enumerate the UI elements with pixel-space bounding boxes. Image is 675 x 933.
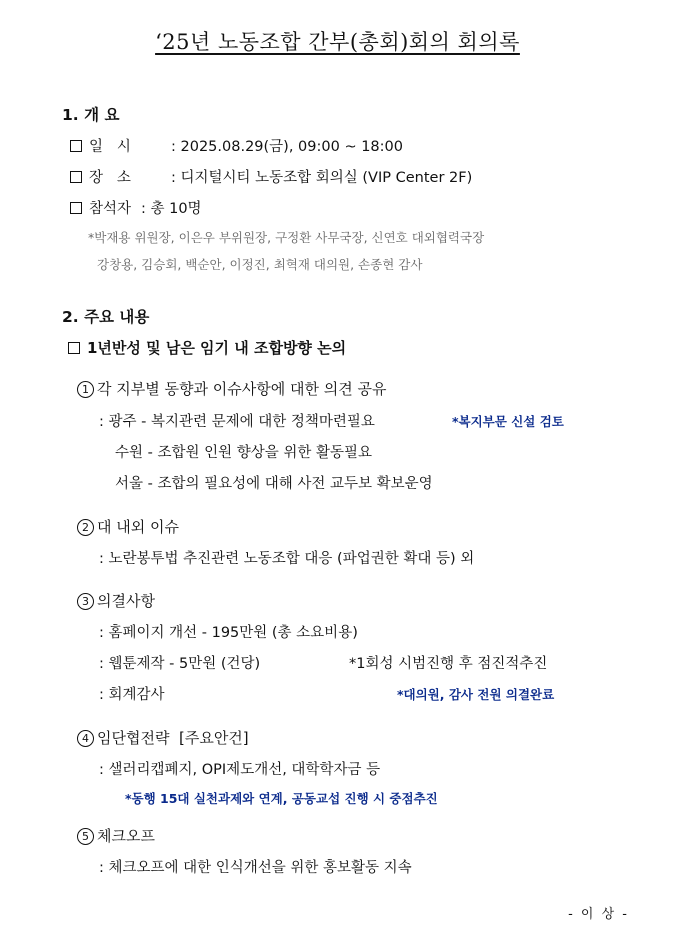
closing-mark: - 이 상 - xyxy=(568,907,629,922)
circled-number-icon: 3 xyxy=(77,593,94,610)
item-5-line-1: : 체크오프에 대한 인식개선을 위한 홍보활동 지속 xyxy=(99,860,412,876)
circled-number-icon: 2 xyxy=(77,519,94,536)
item-3-line-1: : 홈페이지 개선 - 195만원 (총 소요비용) xyxy=(99,625,358,641)
item-3-line-3: : 회계감사 xyxy=(99,687,165,703)
item-2-title: 대 내외 이슈 xyxy=(97,518,179,536)
attendees-list-line1: *박재용 위원장, 이은우 부위원장, 구정환 사무국장, 신연호 대외협력국장 xyxy=(88,230,485,245)
place-value: : 디지털시티 노동조합 회의실 (VIP Center 2F) xyxy=(171,170,473,186)
item-4-line-1: : 샐러리캡폐지, OPI제도개선, 대학학자금 등 xyxy=(99,762,381,778)
item-1-title: 각 지부별 동향과 이슈사항에 대한 의견 공유 xyxy=(97,380,387,398)
date-label: 일 시 xyxy=(89,139,131,155)
overview-date-row xyxy=(70,135,403,156)
item-3-side-note: *1회성 시범진행 후 점진적추진 xyxy=(349,656,548,672)
item-5-heading xyxy=(77,825,155,846)
item-4-heading xyxy=(77,727,249,748)
date-value: : 2025.08.29(금), 09:00 ~ 18:00 xyxy=(171,139,403,155)
overview-attendees-row xyxy=(70,197,202,218)
place-label: 장 소 xyxy=(89,170,131,186)
item-3-heading xyxy=(77,590,155,611)
item-5-title: 체크오프 xyxy=(97,827,155,845)
item-1-line-3: 서울 - 조합의 필요성에 대해 사전 교두보 확보운영 xyxy=(115,476,433,492)
item-3-line-2: : 웹툰제작 - 5만원 (건당) xyxy=(99,656,261,672)
item-2-line-1: : 노란봉투법 추진관련 노동조합 대응 (파업권한 확대 등) 외 xyxy=(99,551,475,567)
item-1-line-1: : 광주 - 복지관련 문제에 대한 정책마련필요 xyxy=(99,414,375,430)
checkbox-square-icon xyxy=(70,140,82,152)
item-3-title: 의결사항 xyxy=(97,592,155,610)
main-topic xyxy=(68,337,346,358)
section-main-heading: 2. 주요 내용 xyxy=(62,308,150,326)
document-title: ‘25년 노동조합 간부(총회)회의 회의록 xyxy=(155,30,520,54)
checkbox-square-icon xyxy=(70,202,82,214)
item-1-note: *복지부문 신설 검토 xyxy=(452,414,564,429)
item-2-heading xyxy=(77,516,179,537)
attendees-list-line2: 강창용, 김승회, 백순안, 이정진, 최혁재 대의원, 손종현 감사 xyxy=(97,257,423,272)
item-1-heading xyxy=(77,378,386,399)
item-3-note: *대의원, 감사 전원 의결완료 xyxy=(397,687,555,702)
circled-number-icon: 5 xyxy=(77,828,94,845)
checkbox-square-icon xyxy=(68,342,80,354)
circled-number-icon: 1 xyxy=(77,381,94,398)
overview-place-row xyxy=(70,166,472,187)
checkbox-square-icon xyxy=(70,171,82,183)
section-overview-heading: 1. 개 요 xyxy=(62,106,120,124)
circled-number-icon: 4 xyxy=(77,730,94,747)
item-4-title: 임단협전략 [주요안건] xyxy=(97,729,249,747)
main-topic-text: 1년반성 및 남은 임기 내 조합방향 논의 xyxy=(87,339,347,357)
item-4-note: *동행 15대 실천과제와 연계, 공동교섭 진행 시 중점추진 xyxy=(125,791,438,806)
item-1-line-2: 수원 - 조합원 인원 향상을 위한 활동필요 xyxy=(115,445,372,461)
attendees-label: 참석자 xyxy=(89,201,132,217)
attendees-value: : 총 10명 xyxy=(141,201,202,217)
